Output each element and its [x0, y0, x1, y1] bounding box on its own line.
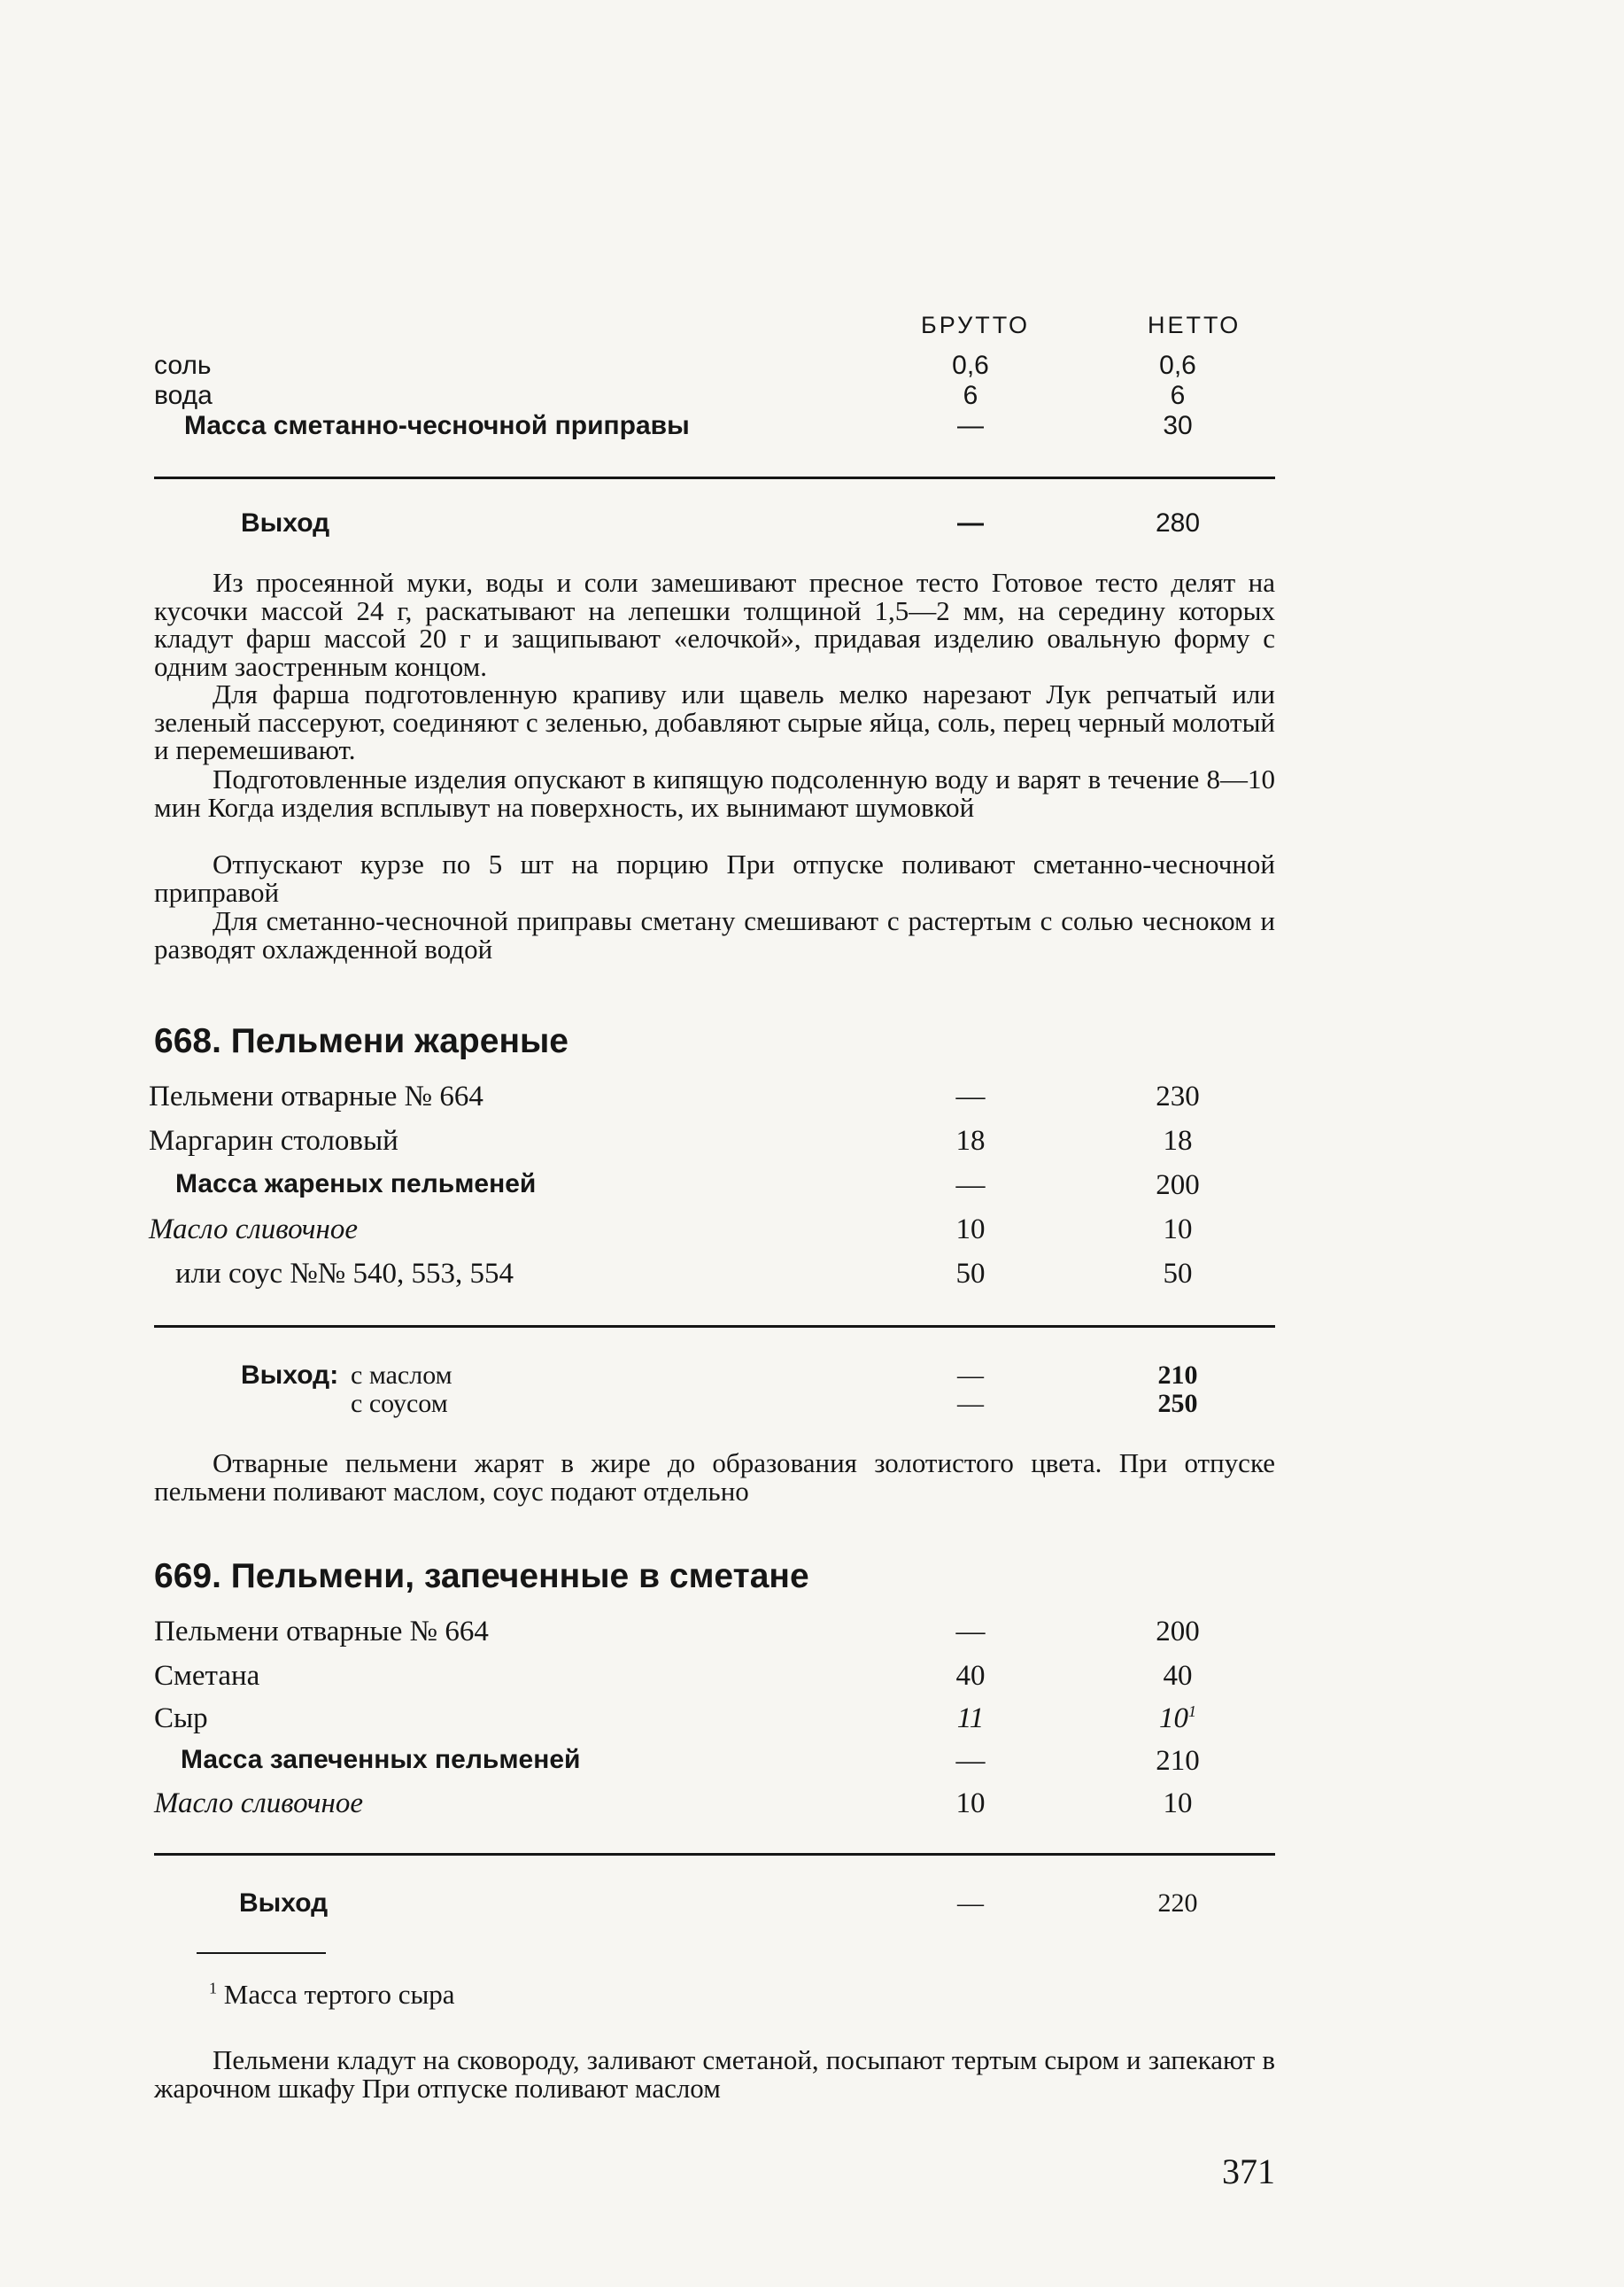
paragraph: Подготовленные изделия опускают в кипящую подсоленную воду и варят в течение 8—10 мин Когда изделия всплывут на поверхность, их вынимают шумовкой: [154, 764, 1275, 823]
table-row: [0, 1213, 1624, 1249]
netto-value: 10: [1163, 1787, 1193, 1819]
table-row: [0, 1745, 1624, 1780]
netto-value: 10: [1163, 1213, 1193, 1245]
footnote-text: Масса тертого сыра: [223, 1979, 455, 2010]
brutto-value: —: [955, 1745, 986, 1777]
table-row: [0, 1616, 1624, 1651]
table-rule: [154, 477, 1275, 479]
recipe-669-title: 669. Пельмени, запеченные в сметане: [154, 1557, 809, 1595]
brutto-value: —: [957, 1389, 984, 1418]
yield-variant-label: с соусом: [351, 1389, 448, 1418]
ingredient-label: Сметана: [154, 1660, 260, 1692]
netto-value: 200: [1156, 1616, 1200, 1647]
netto-column-header: НЕТТО: [1148, 312, 1241, 338]
table-row: [0, 1169, 1624, 1205]
ingredient-label: Пельмени отварные № 664: [149, 1081, 483, 1112]
yield-label: Выход: [239, 1888, 329, 1918]
footnote-marker: 1: [1188, 1702, 1196, 1720]
brutto-column-header: БРУТТО: [921, 312, 1031, 338]
table-rule: [154, 1853, 1275, 1856]
footnote-marker: 1: [209, 1979, 217, 1997]
brutto-value: 40: [955, 1660, 986, 1692]
ingredient-label: Масса жареных пельменей: [175, 1169, 537, 1198]
ingredient-label: Масса запеченных пельменей: [181, 1745, 581, 1774]
yield-label: Выход:: [241, 1361, 339, 1390]
table-row: [0, 1125, 1624, 1160]
brutto-value: 0,6: [952, 351, 989, 380]
brutto-value: —: [957, 1888, 984, 1918]
brutto-value: —: [955, 1081, 986, 1112]
netto-value: 18: [1163, 1125, 1193, 1157]
ingredient-label: Масло сливочное: [149, 1213, 359, 1245]
netto-value: 40: [1163, 1660, 1193, 1692]
yield-label: Выход: [241, 508, 330, 538]
page-number: 371: [1222, 2151, 1275, 2191]
yield-row: [0, 1888, 1624, 1924]
ingredient-label: Маргарин столовый: [149, 1125, 398, 1157]
paragraph: Отпускают курзе по 5 шт на порцию При отпуске поливают сметанно-чесночной приправой: [154, 849, 1275, 908]
table-row: [0, 411, 1624, 446]
netto-value: 230: [1156, 1081, 1200, 1112]
brutto-value: —: [957, 508, 984, 538]
brutto-value: —: [957, 411, 984, 440]
recipe-668-text: Отварные пельмени жарят в жире до образования золотистого цвета. При отпуске пельмени поливают маслом, соус подают отдельно: [154, 1447, 1275, 1507]
ingredient-label: Сыр: [154, 1702, 208, 1734]
paragraph: Для сметанно-чесночной приправы сметану смешивают с растертым с солью чесноком и разводят охлажденной водой: [154, 905, 1275, 965]
netto-value: 250: [1157, 1389, 1198, 1418]
ingredient-label: соль: [154, 351, 212, 380]
table-row: [0, 1081, 1624, 1116]
brutto-value: —: [955, 1616, 986, 1647]
paragraph: Из просеянной муки, воды и соли замешивают пресное тесто Готовое тесто делят на кусочки массой 24 г, раскатывают на лепешки толщиной 1,5—2 мм, на середину которых кладут фарш массой 20 г и защипывают «елочкой», придавая изделию овальную форму с одним заостренным концом.: [154, 567, 1275, 682]
brutto-value: 50: [955, 1258, 986, 1290]
yield-row: [0, 1389, 1624, 1424]
brutto-value: —: [957, 1361, 984, 1390]
netto-value: 30: [1163, 411, 1193, 440]
yield-variant-label: с маслом: [351, 1361, 452, 1390]
ingredient-label: Масло сливочное: [154, 1787, 364, 1819]
recipe-668-title: 668. Пельмени жареные: [154, 1022, 568, 1060]
recipe-669-text: Пельмени кладут на сковороду, заливают сметаной, посыпают тертым сыром и запекают в жарочном шкафу При отпуске поливают маслом: [154, 2044, 1275, 2104]
ingredient-label: Пельмени отварные № 664: [154, 1616, 489, 1647]
netto-value: 280: [1155, 508, 1201, 538]
paragraph: Для фарша подготовленную крапиву или щавель мелко нарезают Лук репчатый или зеленый пассеруют, соединяют с зеленью, добавляют сырые яйца, соль, перец черный молотый и перемешивают.: [154, 678, 1275, 766]
netto-value: 0,6: [1159, 351, 1196, 380]
footnote-rule: [197, 1952, 326, 1954]
brutto-value: 10: [955, 1213, 986, 1245]
table-row: [0, 1258, 1624, 1293]
brutto-value: 18: [955, 1125, 986, 1157]
netto-value: 210: [1157, 1361, 1198, 1390]
brutto-value: 11: [956, 1702, 985, 1734]
footnote: [209, 1979, 455, 2011]
table-rule: [154, 1325, 1275, 1328]
netto-value: 210: [1156, 1745, 1200, 1777]
ingredient-label: Масса сметанно-чесночной приправы: [184, 411, 690, 440]
brutto-value: 6: [963, 381, 978, 410]
netto-value: 50: [1163, 1258, 1193, 1290]
brutto-value: —: [955, 1169, 986, 1201]
table-row: [0, 1660, 1624, 1695]
netto-value: 6: [1170, 381, 1186, 410]
brutto-value: 10: [955, 1787, 986, 1819]
table-row: [0, 1702, 1624, 1738]
netto-value: 200: [1156, 1169, 1200, 1201]
netto-value: 10: [1159, 1702, 1188, 1734]
ingredient-label: вода: [154, 381, 213, 410]
yield-row: [0, 508, 1624, 544]
table-row: [0, 1787, 1624, 1823]
ingredient-label: или соус №№ 540, 553, 554: [175, 1258, 514, 1290]
netto-value: 220: [1157, 1888, 1198, 1918]
